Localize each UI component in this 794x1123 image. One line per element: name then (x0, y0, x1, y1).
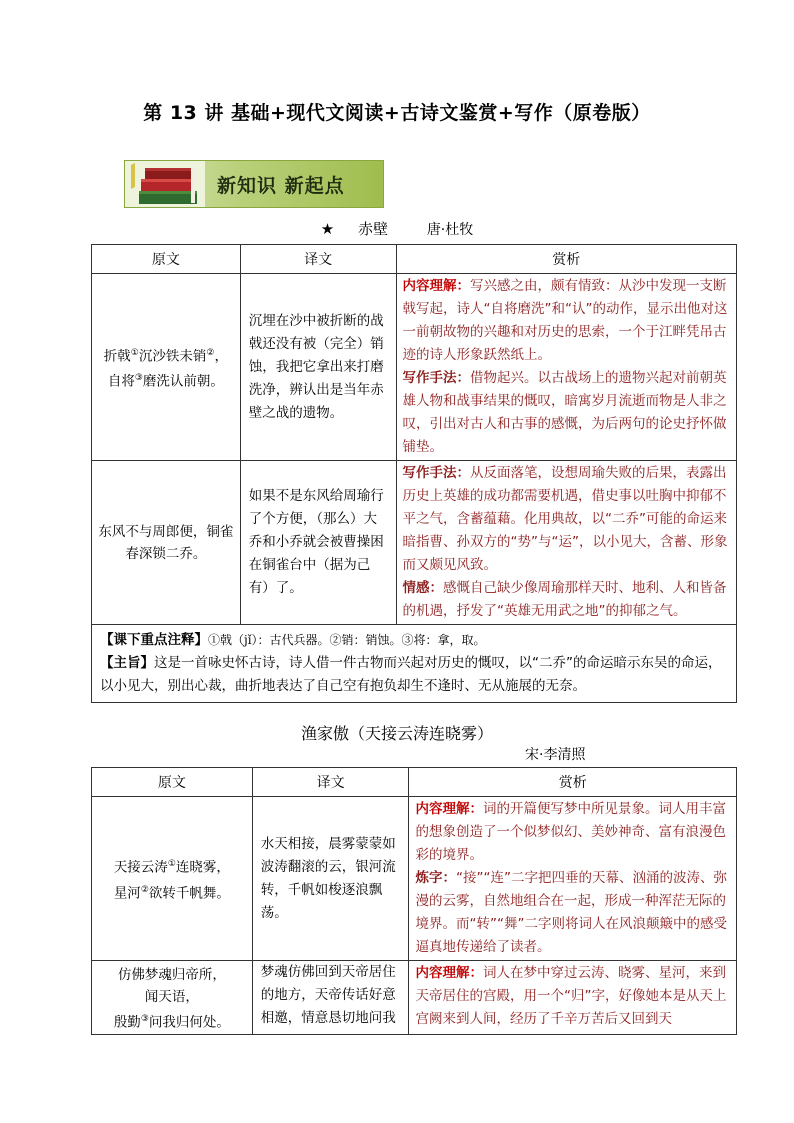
notes-text: ①戟（jǐ）：古代兵器。②销：销蚀。③将：拿，取。 (208, 633, 486, 647)
star-icon: ★ (320, 220, 335, 238)
poem1-author: 唐·杜牧 (426, 222, 474, 238)
table-header-row (92, 768, 737, 797)
section-banner (124, 160, 384, 208)
appreciation-text: 写作手法：从反面落笔，设想周瑜失败的后果，表露出历史上英雄的成功都需要机遇，借史事以吐胸中抑郁不平之气，含蓄蕴藉。化用典故，以“二乔”可能的命运来暗指曹、孙双方的“势”与“运”，以小见大，含蓄、形象而又颇见风致。 情感：感慨自己缺少像周瑜那样天时、地利、人和皆备的机遇，抒发了“英雄无用武之地”的抑郁之气。 (396, 461, 737, 625)
translation-text: 沉埋在沙中被折断的战戟还没有被（完全）销蚀，我把它拿出来打磨洗净，辨认出是当年赤壁之战的遗物。 (240, 274, 396, 461)
original-text: 天接云涛①连晓雾， 星河②欲转千帆舞。 (92, 797, 253, 961)
books-icon (125, 161, 205, 207)
page-title: 第 13 讲 基础+现代文阅读+古诗文鉴赏+写作（原卷版） (143, 102, 651, 124)
poem1-table (91, 244, 737, 703)
appreciation-text: 内容理解：写兴感之由，颇有情致：从沙中发现一支断戟写起，诗人“自将磨洗”和“认”的动作，显示出他对这一前朝故物的兴趣和对历史的思索，一个于江畔凭吊古迹的诗人形象跃然纸上。 写作手法：借物起兴。以古战场上的遗物兴起对前朝英雄人物和战事结果的慨叹，暗寓岁月流逝而物是人非之叹，引出对古人和古事的感慨，为后两句的论史抒怀做铺垫。 (396, 274, 737, 461)
theme-text: 这是一首咏史怀古诗，诗人借一件古物而兴起对历史的慨叹，以“二乔”的命运暗示东吴的命运，以小见大，别出心裁，曲折地表达了自己空有抱负却生不逢时、无从施展的无奈。 (100, 655, 722, 694)
poem2-table (91, 767, 737, 1035)
header-original: 原文 (92, 245, 241, 274)
poem2-title: 渔家傲（天接云涛连晓雾） (300, 724, 493, 743)
notes-label: 【课下重点注释】 (100, 632, 208, 648)
notes-cell (92, 625, 737, 703)
translation-text: 如果不是东风给周瑜行了个方便，（那么）大乔和小乔就会被曹操困在铜雀台中（据为己有）了。 (240, 461, 396, 625)
appreciation-text: 内容理解：词的开篇便写梦中所见景象。词人用丰富的想象创造了一个似梦似幻、美妙神奇、富有浪漫色彩的境界。 炼字：“接”“连”二字把四垂的天幕、汹涌的波涛、弥漫的云雾，自然地组合在一起，形成一种浑茫无际的境界。而“转”“舞”二字则将词人在风浪颠簸中的感受逼真地传递给了读者。 (409, 797, 737, 961)
header-translation: 译文 (252, 768, 409, 797)
appreciation-text: 内容理解：词人在梦中穿过云涛、晓雾、星河，来到天帝居住的宫殿，用一个“归”字，好像她本是从天上宫阙来到人间，经历了千辛万苦后又回到天 (409, 961, 737, 1035)
poem2-author: 宋·李清照 (525, 747, 586, 763)
poem1-heading (0, 218, 794, 239)
table-row (92, 797, 737, 961)
table-row (92, 961, 737, 1035)
table-row (92, 274, 737, 461)
table-header-row (92, 245, 737, 274)
header-appreciation: 赏析 (409, 768, 737, 797)
original-text: 东风不与周郎便，铜雀春深锁二乔。 (92, 461, 241, 625)
notes-row (92, 625, 737, 703)
header-original: 原文 (92, 768, 253, 797)
header-appreciation: 赏析 (396, 245, 737, 274)
table-row (92, 461, 737, 625)
original-text: 仿佛梦魂归帝所， 闻天语， 殷勤③问我归何处。 (92, 961, 253, 1035)
translation-text: 水天相接，晨雾蒙蒙如波涛翻滚的云，银河流转，千帆如梭逐浪飘荡。 (252, 797, 409, 961)
header-translation: 译文 (240, 245, 396, 274)
original-text: 折戟①沉沙铁未销②， 自将③磨洗认前朝。 (92, 274, 241, 461)
banner-text: 新知识 新起点 (217, 175, 345, 197)
poem1-title: 赤壁 (358, 220, 389, 238)
theme-label: 【主旨】 (100, 655, 154, 671)
translation-text: 梦魂仿佛回到天帝居住的地方，天帝传话好意相邀，情意恳切地问我 (252, 961, 409, 1035)
